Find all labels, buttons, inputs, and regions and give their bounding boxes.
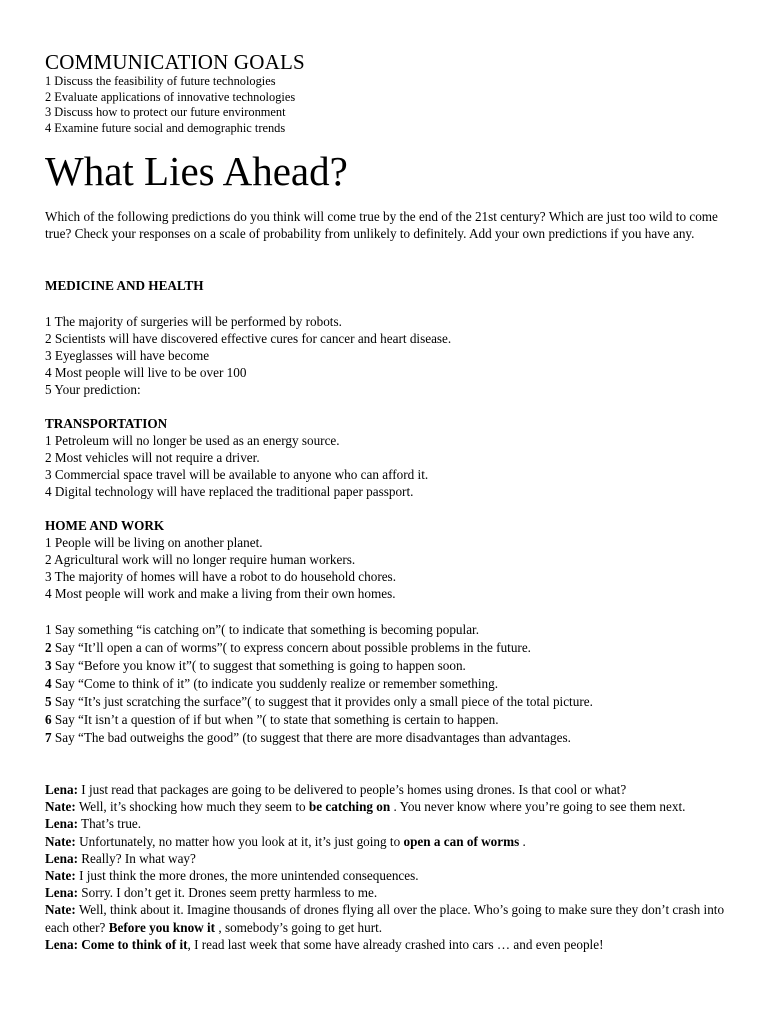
- expression-text: Say “The bad outweighs the good” (to suggest that there are more disadvantages than advantages.: [51, 730, 571, 745]
- intro-paragraph: Which of the following predictions do you think will come true by the end of the 21st century? Which are just too wild to come true? Check your responses on a scale of probability from unlikely to definitely. Add your own predictions if you have any.: [45, 209, 718, 242]
- page-title: What Lies Ahead?: [45, 148, 348, 194]
- prediction-item: 4 Digital technology will have replaced the traditional paper passport.: [45, 484, 414, 500]
- expression-item: [45, 621, 593, 639]
- dialog-line: [45, 867, 725, 884]
- prediction-item: 1 Petroleum will no longer be used as an energy source.: [45, 433, 340, 448]
- dialog-line: [45, 884, 725, 901]
- dialog-expression: Come to think of it: [81, 936, 188, 952]
- speaker-name: Nate:: [45, 833, 76, 849]
- prediction-item: 3 Commercial space travel will be available to anyone who can afford it.: [45, 467, 429, 483]
- expression-text: Say something “is catching on”( to indicate that something is becoming popular.: [51, 622, 480, 637]
- transportation-list: [45, 432, 428, 500]
- expression-number: 2: [45, 640, 52, 655]
- expression-number: 4: [45, 676, 52, 691]
- expression-number: 3: [45, 658, 52, 673]
- expression-number: 5: [45, 694, 52, 709]
- dialog-line: [45, 798, 725, 815]
- dialog-line: [45, 781, 725, 798]
- dialog-text: Unfortunately, no matter how you look at it, it’s just going to: [75, 833, 404, 849]
- speaker-name: Nate:: [45, 868, 76, 884]
- expression-number: 7: [45, 730, 52, 745]
- speaker-name: Lena:: [45, 816, 78, 832]
- expressions-list: [45, 621, 593, 747]
- expression-item: [45, 729, 593, 747]
- dialog-text: Really? In what way?: [77, 850, 196, 866]
- prediction-item: 1 The majority of surgeries will be performed by robots.: [45, 314, 342, 329]
- speaker-name: Lena:: [45, 782, 78, 797]
- dialog-text: .: [519, 833, 526, 849]
- goal-item: 4 Examine future social and demographic trends: [45, 120, 286, 135]
- goal-item: 1 Discuss the feasibility of future technologies: [45, 74, 276, 88]
- expression-text: Say “It isn’t a question of if but when ”( to state that something is certain to happen.: [51, 712, 499, 727]
- expression-item: [45, 675, 593, 693]
- prediction-item: 4 Most people will live to be over 100: [45, 365, 247, 381]
- dialog: [45, 781, 725, 953]
- dialog-text: Well, it’s shocking how much they seem to: [75, 799, 309, 815]
- prediction-item: 4 Most people will work and make a living from their own homes.: [45, 586, 396, 602]
- speaker-name: Nate:: [45, 902, 76, 918]
- dialog-text: I just think the more drones, the more unintended consequences.: [75, 868, 419, 884]
- expression-item: [45, 639, 593, 657]
- speaker-name: Nate:: [45, 799, 76, 815]
- speaker-name: Lena:: [45, 936, 78, 952]
- expression-item: [45, 711, 593, 729]
- goal-item: 3 Discuss how to protect our future environment: [45, 105, 286, 120]
- expression-text: Say “It’s just scratching the surface”( to suggest that it provides only a small piece of the total picture.: [51, 694, 593, 709]
- speaker-name: Lena:: [45, 885, 78, 901]
- dialog-line: [45, 936, 725, 953]
- expression-item: [45, 657, 593, 675]
- prediction-item: 2 Scientists will have discovered effective cures for cancer and heart disease.: [45, 331, 452, 347]
- dialog-expression: Before you know it: [108, 919, 216, 935]
- expression-number: 1: [45, 622, 52, 637]
- dialog-text: , somebody’s going to get hurt.: [215, 919, 383, 935]
- dialog-text: That’s true.: [77, 816, 142, 832]
- medicine-list: [45, 313, 451, 398]
- dialog-text: Well, think about it. Imagine thousands of drones flying all over the place. Who’s going to make sure they don’t crash into each other?: [45, 902, 725, 935]
- prediction-item: 1 People will be living on another planet.: [45, 535, 263, 550]
- goals-list: [45, 74, 295, 136]
- expression-item: [45, 693, 593, 711]
- section-heading-transportation: TRANSPORTATION: [45, 416, 168, 431]
- prediction-item: 3 The majority of homes will have a robot to do household chores.: [45, 569, 396, 585]
- dialog-text: , I read last week that some have already crashed into cars … and even people!: [187, 936, 604, 952]
- dialog-expression: be catching on: [308, 799, 391, 815]
- expression-text: Say “Come to think of it” (to indicate you suddenly realize or remember something.: [51, 676, 499, 691]
- expression-text: Say “Before you know it”( to suggest that something is going to happen soon.: [51, 658, 466, 673]
- dialog-expression: open a can of worms: [403, 833, 520, 849]
- prediction-item: 2 Agricultural work will no longer require human workers.: [45, 552, 356, 568]
- home-work-list: [45, 534, 396, 602]
- expression-text: Say “It’ll open a can of worms”( to express concern about possible problems in the future.: [51, 640, 531, 655]
- speaker-name: Lena:: [45, 850, 78, 866]
- dialog-line: [45, 901, 725, 935]
- dialog-line: [45, 833, 725, 850]
- prediction-item: 3 Eyeglasses will have become: [45, 348, 210, 364]
- prediction-item: 5 Your prediction:: [45, 382, 141, 398]
- section-heading-home-work: HOME AND WORK: [45, 518, 165, 533]
- dialog-text: Sorry. I don’t get it. Drones seem pretty harmless to me.: [77, 885, 378, 901]
- goals-heading: COMMUNICATION GOALS: [45, 50, 305, 74]
- section-heading-medicine: MEDICINE AND HEALTH: [45, 278, 204, 293]
- dialog-line: [45, 815, 725, 832]
- expression-number: 6: [45, 712, 52, 727]
- dialog-text: I just read that packages are going to be delivered to people’s homes using drones. Is that cool or what?: [77, 782, 627, 797]
- dialog-text: . You never know where you’re going to see them next.: [390, 799, 686, 815]
- dialog-line: [45, 850, 725, 867]
- prediction-item: 2 Most vehicles will not require a driver.: [45, 450, 260, 466]
- goal-item: 2 Evaluate applications of innovative technologies: [45, 89, 296, 104]
